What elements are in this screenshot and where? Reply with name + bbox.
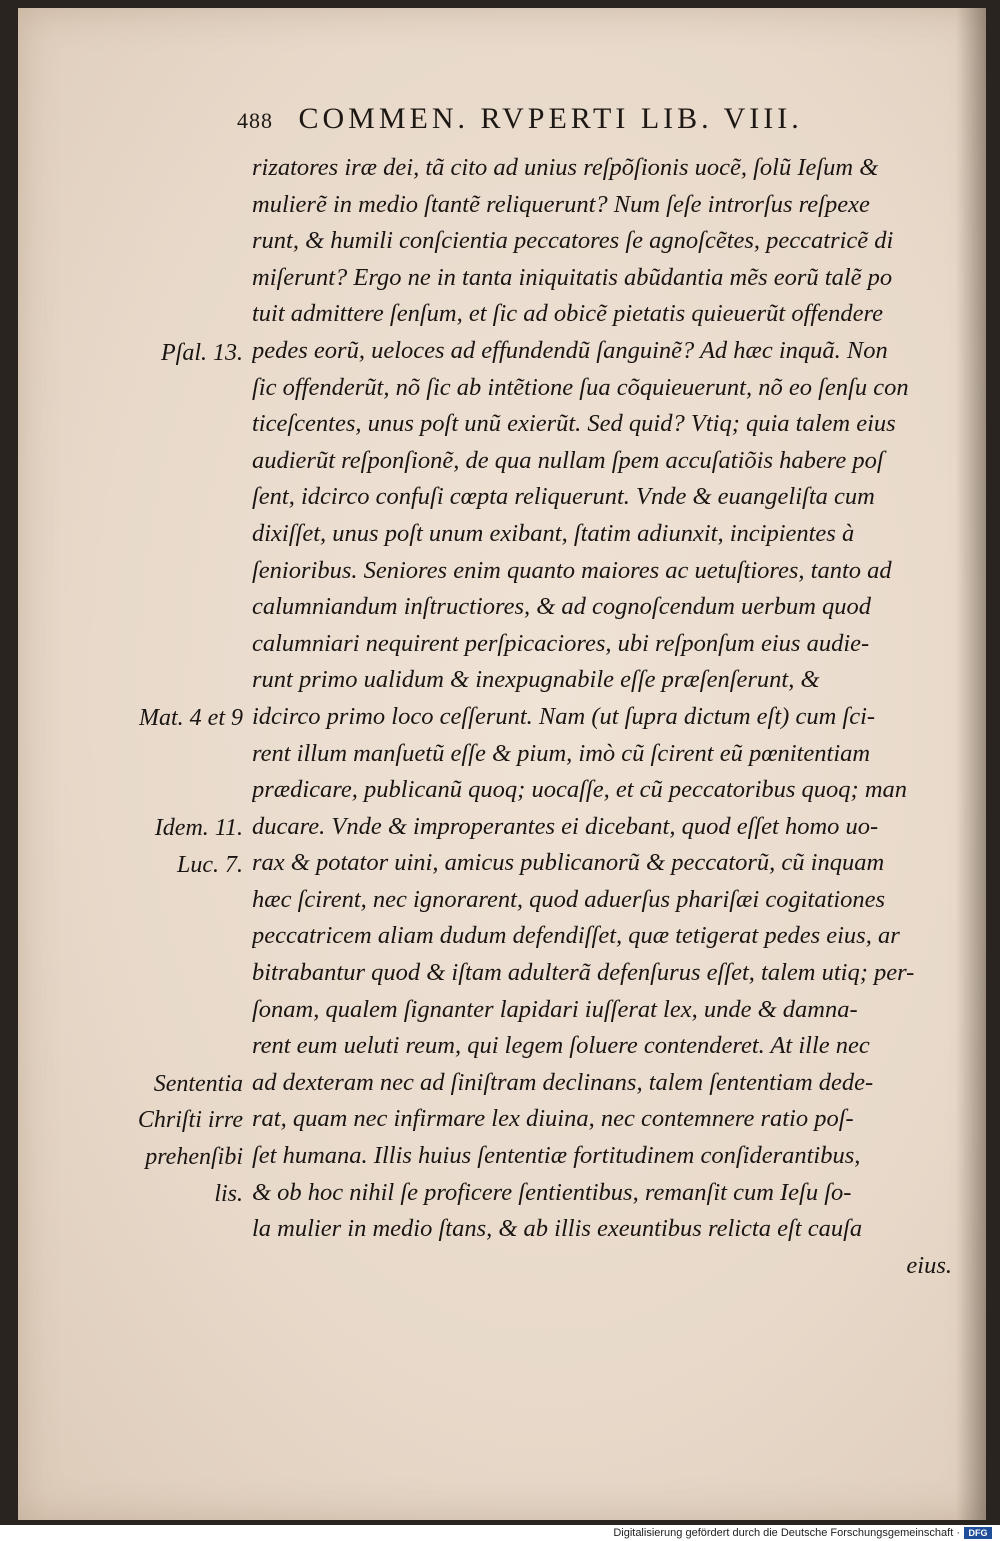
- marginal-note: Pſal. 13.: [161, 340, 243, 366]
- text-line: hæc ſcirent, nec ignorarent, quod aduerſus phariſæi cogitationes: [252, 885, 886, 913]
- text-line: pedes eorũ, ueloces ad effundendũ ſanguinẽ? Ad hæc inquã. Non: [252, 336, 888, 364]
- text-line: ducare. Vnde & improperantes ei dicebant, quod eſſet homo uo-: [252, 812, 879, 840]
- marginal-note: Idem. 11.: [154, 815, 243, 841]
- text-line: runt primo ualidum & inexpugnabile eſſe præſenſerunt, &: [252, 666, 820, 694]
- text-line: ſent, idcirco confuſi cœpta reliquerunt. Vnde & euangeliſta cum: [252, 483, 875, 511]
- text-line: ſonam, qualem ſignanter lapidari iuſſerat lex, unde & damna-: [252, 995, 858, 1023]
- text-line: tuit admittere ſenſum, et ſic ad obicẽ pietatis quieuerũt offendere: [252, 300, 883, 328]
- text-line: bitrabantur quod & iſtam adulterã defenſurus eſſet, talem utiq; per-: [252, 959, 915, 987]
- running-title: COMMEN. RVPERTI LIB. VIII.: [298, 102, 803, 135]
- page-number: 488: [237, 108, 273, 133]
- marginal-note: Luc. 7.: [177, 852, 243, 878]
- body-text: [252, 150, 952, 1284]
- text-line: runt, & humili conſcientia peccatores ſe agnoſcẽtes, peccatricẽ di: [252, 227, 894, 255]
- marginal-note: Mat. 4 et 9: [139, 705, 243, 731]
- funding-credit: Digitalisierung gefördert durch die Deutsche Forschungsgemeinschaft ·: [613, 1527, 960, 1539]
- running-header: [237, 102, 937, 142]
- text-line: peccatricem aliam dudum defendiſſet, quæ tetigerat pedes eius, ar: [252, 922, 900, 950]
- marginal-note: Chriſti irre: [137, 1107, 243, 1133]
- text-line: & ob hoc nihil ſe proficere ſentientibus, remanſit cum Ieſu ſo-: [252, 1178, 852, 1206]
- catchword: eius.: [906, 1251, 952, 1279]
- text-line: ſet humana. Illis huius ſententiæ fortitudinem conſiderantibus,: [252, 1142, 861, 1170]
- text-line: rizatores iræ dei, tã cito ad unius reſpõſionis uocẽ, ſolũ Ieſum &: [252, 154, 879, 181]
- marginal-note: Sententia: [153, 1071, 243, 1097]
- text-line: calumniandum inſtructiores, & ad cognoſcendum uerbum quod: [252, 593, 872, 621]
- text-line: rent illum manſuetũ eſſe & pium, imò cũ ſcirent eũ pœnitentiam: [252, 739, 871, 767]
- text-line: rat, quam nec infirmare lex diuina, nec contemnere ratio poſ-: [252, 1105, 854, 1133]
- text-line: ad dexteram nec ad ſiniſtram declinans, talem ſententiam dede-: [252, 1068, 874, 1096]
- marginal-note: prehenſibi: [145, 1144, 243, 1170]
- text-line: mulierẽ in medio ſtantẽ reliquerunt? Num ſeſe introrſus reſpexe: [252, 190, 870, 218]
- text-line: calumniari nequirent perſpicaciores, ubi reſponſum eius audie-: [252, 629, 870, 657]
- text-line: rax & potator uini, amicus publicanorũ & peccatorũ, cũ inquam: [252, 849, 885, 877]
- marginal-note: lis.: [214, 1181, 243, 1207]
- text-line: la mulier in medio ſtans, & ab illis exeuntibus relicta eſt cauſa: [252, 1215, 863, 1243]
- text-line: dixiſſet, unus poſt unum exibant, ſtatim adiunxit, incipientes à: [252, 519, 855, 547]
- footer-bar: [0, 1525, 1000, 1541]
- text-line: ſenioribus. Seniores enim quanto maiores ac uetuſtiores, tanto ad: [252, 556, 892, 584]
- dfg-logo: DFG: [964, 1527, 992, 1539]
- text-line: ſic offenderũt, nõ ſic ab intẽtione ſua cõquieuerunt, nõ eo ſenſu con: [252, 373, 909, 401]
- text-line: audierũt reſponſionẽ, de qua nullam ſpem accuſatiõis habere poſ: [252, 446, 884, 474]
- text-line: idcirco primo loco ceſſerunt. Nam (ut ſupra dictum eſt) cum ſci-: [252, 702, 876, 730]
- text-line: rent eum ueluti reum, qui legem ſoluere contenderet. At ille nec: [252, 1032, 870, 1060]
- text-line: ticeſcentes, unus poſt unũ exierũt. Sed quid? Vtiq; quia talem eius: [252, 410, 896, 438]
- text-line: prædicare, publicanũ quoq; uocaſſe, et cũ peccatoribus quoq; man: [252, 776, 908, 804]
- text-line: miſerunt? Ergo ne in tanta iniquitatis abũdantia mẽs eorũ talẽ po: [252, 263, 893, 291]
